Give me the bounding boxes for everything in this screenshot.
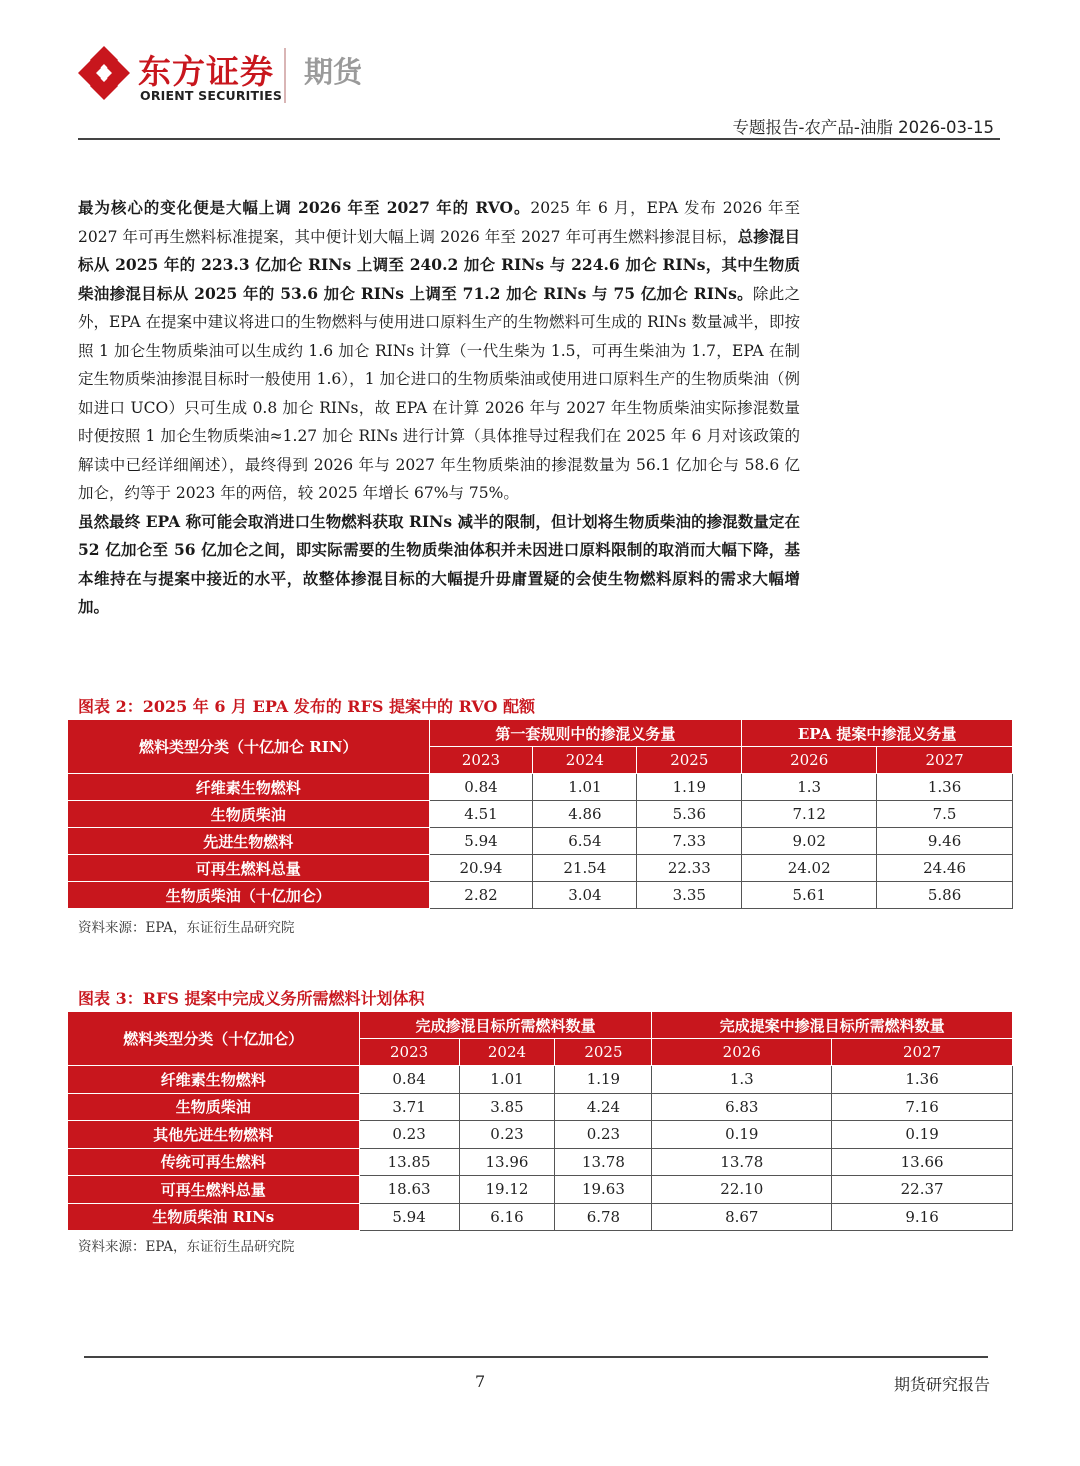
cell-value: 24.46 — [877, 855, 1013, 882]
row-label: 生物质柴油 — [68, 801, 430, 828]
cell-value: 20.94 — [429, 855, 533, 882]
row-label: 生物质柴油（十亿加仑） — [68, 882, 430, 909]
cell-value: 24.02 — [742, 855, 877, 882]
para1-bold-mid: 总掺混目标从 2025 年的 223.3 亿加仑 RINs 上调至 240.2 加仑 RINs 与 224.6 加仑 RINs，其中生物质柴油掺混目标从 2025 年的 53.6 加仑 RINs 上调至 71.2 加仑 RINs 与 75 亿加仑 RINs。 — [78, 226, 800, 303]
cell-value: 13.96 — [459, 1148, 555, 1176]
division-label: 期货 — [304, 55, 363, 89]
cell-value: 5.86 — [877, 882, 1013, 909]
year-header: 2024 — [459, 1039, 555, 1066]
cell-value: 5.36 — [637, 801, 742, 828]
orient-securities-logo-icon — [76, 44, 132, 102]
table-row — [68, 1121, 1013, 1149]
cell-value: 6.83 — [652, 1093, 832, 1121]
table-row — [68, 774, 1013, 801]
table-row — [68, 855, 1013, 882]
para1-bold-lead: 最为核心的变化便是大幅上调 2026 年至 2027 年的 RVO。 — [78, 198, 531, 217]
cell-value: 22.37 — [832, 1176, 1013, 1204]
cell-value: 0.23 — [555, 1121, 652, 1149]
logo-english-name: ORIENT SECURITIES — [140, 88, 283, 103]
row-label: 可再生燃料总量 — [68, 1176, 360, 1204]
group-header-current-target: 完成掺混目标所需燃料数量 — [359, 1012, 652, 1039]
category-header: 燃料类型分类（十亿加仑 RIN） — [68, 720, 430, 774]
group-header-proposal-target: 完成提案中掺混目标所需燃料数量 — [652, 1012, 1013, 1039]
year-header: 2025 — [555, 1039, 652, 1066]
cell-value: 4.51 — [429, 801, 533, 828]
year-header: 2023 — [359, 1039, 459, 1066]
cell-value: 13.78 — [555, 1148, 652, 1176]
cell-value: 4.86 — [533, 801, 637, 828]
row-label: 先进生物燃料 — [68, 828, 430, 855]
cell-value: 5.94 — [359, 1203, 459, 1231]
row-label: 可再生燃料总量 — [68, 855, 430, 882]
cell-value: 9.02 — [742, 828, 877, 855]
row-label: 纤维素生物燃料 — [68, 774, 430, 801]
report-type-date: 专题报告-农产品-油脂 2026-03-15 — [732, 118, 994, 137]
cell-value: 1.3 — [652, 1066, 832, 1094]
page-number: 7 — [475, 1372, 486, 1391]
cell-value: 1.36 — [832, 1066, 1013, 1094]
cell-value: 6.16 — [459, 1203, 555, 1231]
cell-value: 3.85 — [459, 1093, 555, 1121]
cell-value: 5.94 — [429, 828, 533, 855]
cell-value: 7.5 — [877, 801, 1013, 828]
cell-value: 1.01 — [533, 774, 637, 801]
table-row — [68, 1148, 1013, 1176]
cell-value: 1.36 — [877, 774, 1013, 801]
cell-value: 1.19 — [555, 1066, 652, 1094]
group-header-epa-proposal: EPA 提案中掺混义务量 — [742, 720, 1013, 747]
cell-value: 22.10 — [652, 1176, 832, 1204]
cell-value: 0.19 — [652, 1121, 832, 1149]
paragraph-1 — [78, 194, 800, 508]
cell-value: 19.63 — [555, 1176, 652, 1204]
figure-2-source: 资料来源：EPA，东证衍生品研究院 — [78, 920, 295, 936]
cell-value: 0.84 — [359, 1066, 459, 1094]
logo-divider — [284, 48, 286, 103]
row-label: 生物质柴油 RINs — [68, 1203, 360, 1231]
paragraph-2 — [78, 508, 800, 622]
cell-value: 7.16 — [832, 1093, 1013, 1121]
fuel-volume-table — [67, 1011, 1013, 1231]
cell-value: 6.54 — [533, 828, 637, 855]
table-row — [68, 1093, 1013, 1121]
cell-value: 5.61 — [742, 882, 877, 909]
cell-value: 8.67 — [652, 1203, 832, 1231]
cell-value: 3.35 — [637, 882, 742, 909]
cell-value: 9.46 — [877, 828, 1013, 855]
cell-value: 0.84 — [429, 774, 533, 801]
year-header: 2026 — [652, 1039, 832, 1066]
para2-bold: 虽然最终 EPA 称可能会取消进口生物燃料获取 RINs 减半的限制，但计划将生物质柴油的掺混数量定在 52 亿加仑至 56 亿加仑之间，即实际需要的生物质柴油体积并未因进口原料限制的取消而大幅下降，基本维持在与提案中接近的水平，故整体掺混目标的大幅提升毋庸置疑的会使生物燃料原料的需求大幅增加。 — [78, 511, 800, 616]
year-header: 2027 — [877, 747, 1013, 774]
cell-value: 9.16 — [832, 1203, 1013, 1231]
rvo-table — [67, 719, 1013, 909]
footer-divider — [84, 1356, 988, 1358]
table-row — [68, 1203, 1013, 1231]
cell-value: 1.19 — [637, 774, 742, 801]
figure-2-title: 图表 2：2025 年 6 月 EPA 发布的 RFS 提案中的 RVO 配额 — [78, 697, 535, 716]
cell-value: 6.78 — [555, 1203, 652, 1231]
para1-text-a: 2025 年 6 月，EPA 发布 2026 年至 2027 年可再生燃料标准提案，其中便计划大幅上调 2026 年至 2027 年可再生燃料掺混目标， — [78, 199, 800, 246]
cell-value: 13.85 — [359, 1148, 459, 1176]
group-header-first-rule: 第一套规则中的掺混义务量 — [429, 720, 742, 747]
cell-value: 0.23 — [459, 1121, 555, 1149]
cell-value: 1.3 — [742, 774, 877, 801]
footer-label: 期货研究报告 — [893, 1375, 990, 1394]
category-header: 燃料类型分类（十亿加仑） — [68, 1012, 360, 1066]
header-divider — [78, 138, 1000, 140]
cell-value: 3.04 — [533, 882, 637, 909]
figure-3-title: 图表 3：RFS 提案中完成义务所需燃料计划体积 — [78, 989, 425, 1008]
figure-3-source: 资料来源：EPA，东证衍生品研究院 — [78, 1239, 295, 1255]
logo-chinese-name: 东方证券 — [138, 52, 274, 91]
cell-value: 7.33 — [637, 828, 742, 855]
table-row — [68, 1176, 1013, 1204]
cell-value: 0.19 — [832, 1121, 1013, 1149]
table-row — [68, 801, 1013, 828]
cell-value: 18.63 — [359, 1176, 459, 1204]
cell-value: 3.71 — [359, 1093, 459, 1121]
row-label: 生物质柴油 — [68, 1093, 360, 1121]
para1-text-b: 除此之外，EPA 在提案中建议将进口的生物燃料与使用进口原料生产的生物燃料可生成的 RINs 数量减半，即按照 1 加仑生物质柴油可以生成约 1.6 加仑 RINs 计算（一代生柴为 1.5，可再生柴油为 1.7，EPA 在制定生物质柴油掺混目标时一般使用 1.6），1 加仑进口的生物质柴油或使用进口原料生产的生物质柴油（例如进口 UCO）只可生成 0.8 加仑 RINs，故 EPA 在计算 2026 年与 2027 年生物质柴油实际掺混数量时便按照 1 加仑生物质柴油≈1.27 加仑 RINs 进行计算（具体推导过程我们在 2025 年 6 月对该政策的解读中已经详细阐述），最终得到 2026 年与 2027 年生物质柴油的掺混数量为 56.1 亿加仑与 58.6 亿加仑，约等于 2023 年的两倍，较 2025 年增长 67%与 75%。 — [78, 284, 800, 502]
row-label: 纤维素生物燃料 — [68, 1066, 360, 1094]
year-header: 2027 — [832, 1039, 1013, 1066]
cell-value: 21.54 — [533, 855, 637, 882]
cell-value: 19.12 — [459, 1176, 555, 1204]
year-header: 2024 — [533, 747, 637, 774]
row-label: 传统可再生燃料 — [68, 1148, 360, 1176]
cell-value: 13.66 — [832, 1148, 1013, 1176]
table-row — [68, 1066, 1013, 1094]
cell-value: 2.82 — [429, 882, 533, 909]
year-header: 2023 — [429, 747, 533, 774]
table-row — [68, 882, 1013, 909]
row-label: 其他先进生物燃料 — [68, 1121, 360, 1149]
cell-value: 0.23 — [359, 1121, 459, 1149]
cell-value: 4.24 — [555, 1093, 652, 1121]
year-header: 2026 — [742, 747, 877, 774]
cell-value: 1.01 — [459, 1066, 555, 1094]
cell-value: 13.78 — [652, 1148, 832, 1176]
cell-value: 7.12 — [742, 801, 877, 828]
main-text — [78, 194, 800, 622]
table-row — [68, 828, 1013, 855]
cell-value: 22.33 — [637, 855, 742, 882]
year-header: 2025 — [637, 747, 742, 774]
